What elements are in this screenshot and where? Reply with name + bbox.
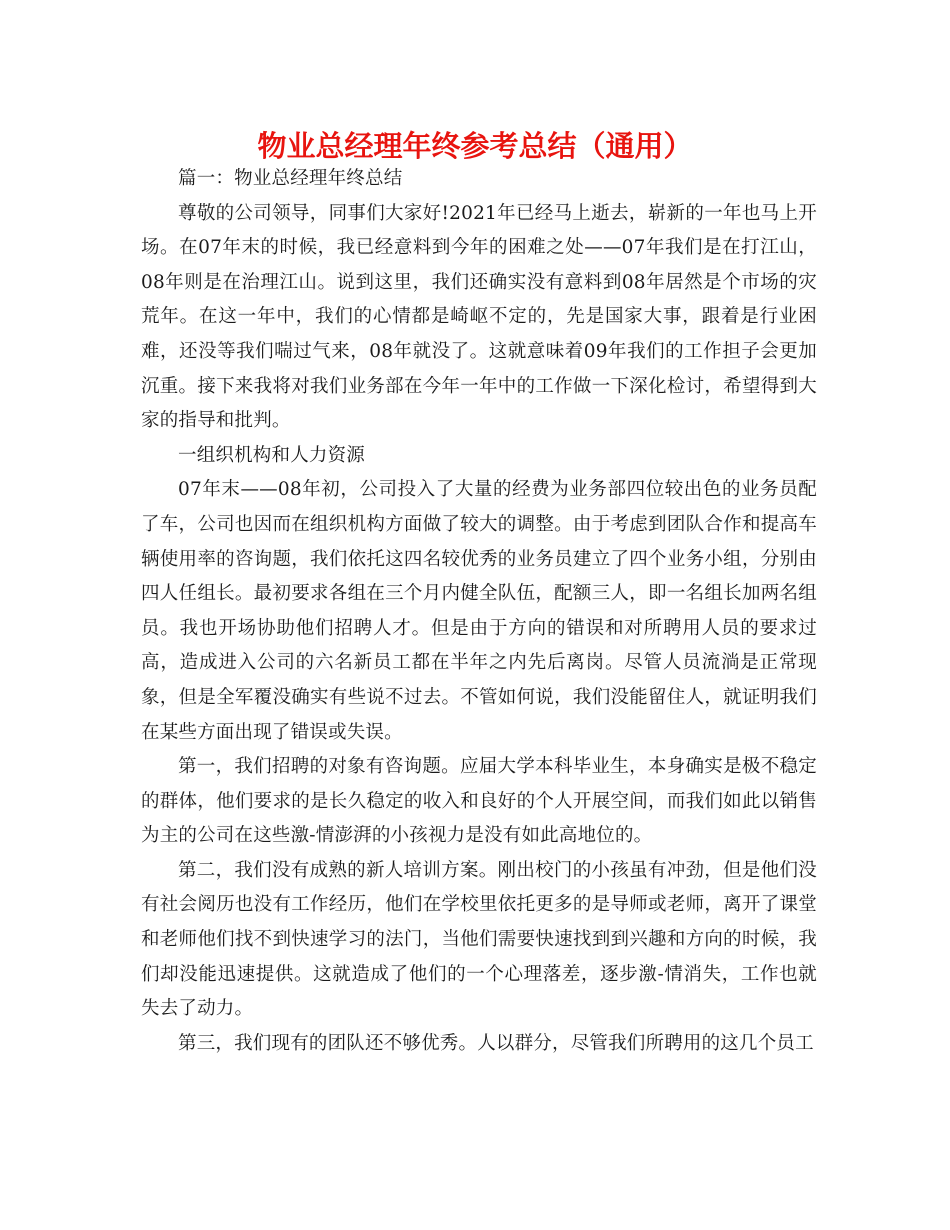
document-body xyxy=(141,162,817,1061)
section-heading: 篇一：物业总经理年终总结 xyxy=(178,168,403,189)
body-paragraph: 第三，我们现有的团队还不够优秀。人以群分，尽管我们所聘用的这几个员工 xyxy=(178,1032,814,1054)
body-paragraph: 第一，我们招聘的对象有咨询题。应届大学本科毕业生，本身确实是极不稳定的群体，他们要求的是长久稳定的收入和良好的个人开展空间，而我们如此以销售为主的公司在这些激-情澎湃的小孩视力是没有如此高地位的。 xyxy=(141,756,817,847)
body-paragraph: 第二，我们没有成熟的新人培训方案。刚出校门的小孩虽有冲劲，但是他们没有社会阅历也没有工作经历，他们在学校里依托更多的是导师或老师，离开了课堂和老师他们找不到快速学习的法门，当他们需要快速找到到兴趣和方向的时候，我们却没能迅速提供。这就造成了他们的一个心理落差，逐步激-情消失，工作也就失去了动力。 xyxy=(141,859,817,1020)
subsection-heading: 一组织机构和人力资源 xyxy=(178,444,366,466)
body-paragraph: 07年末——08年初，公司投入了大量的经费为业务部四位较出色的业务员配了车，公司也因而在组织机构方面做了较大的调整。由于考虑到团队合作和提高车辆使用率的咨询题，我们依托这四名较优秀的业务员建立了四个业务小组，分别由四人任组长。最初要求各组在三个月内健全队伍，配额三人，即一名组长加两名组员。我也开场协助他们招聘人才。但是由于方向的错误和对所聘用人员的要求过高，造成进入公司的六名新员工都在半年之内先后离岗。尽管人员流淌是正常现象，但是全军覆没确实有些说不过去。不管如何说，我们没能留住人，就证明我们在某些方面出现了错误或失误。 xyxy=(141,479,817,743)
document-title: 物业总经理年终参考总结（通用） xyxy=(257,129,693,163)
body-paragraph: 尊敬的公司领导，同事们大家好!2021年已经马上逝去，崭新的一年也马上开场。在07年末的时候，我已经意料到今年的困难之处——07年我们是在打江山，08年则是在治理江山。说到这里，我们还确实没有意料到08年居然是个市场的灾荒年。在这一年中，我们的心情都是崎岖不定的，先是国家大事，跟着是行业困难，还没等我们喘过气来，08年就没了。这就意味着09年我们的工作担子会更加沉重。接下来我将对我们业务部在今年一年中的工作做一下深化检讨，希望得到大家的指导和批判。 xyxy=(141,202,817,432)
